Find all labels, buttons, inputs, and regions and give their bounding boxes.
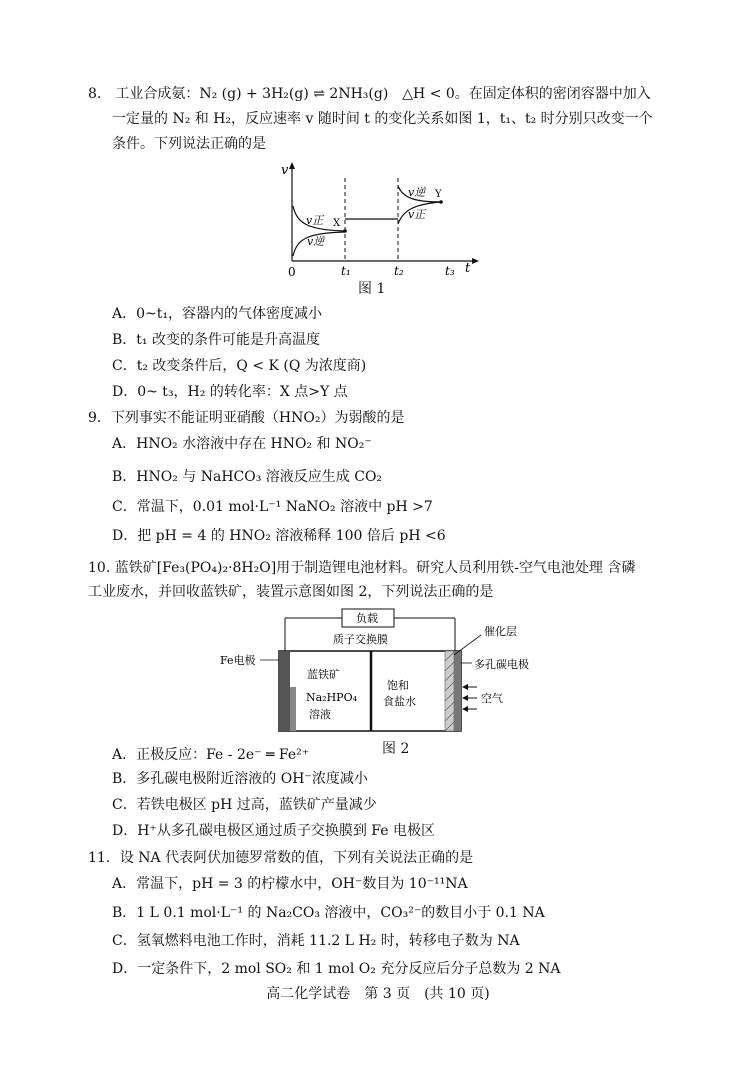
fe-electrode bbox=[279, 651, 290, 731]
v-reverse-label-1: v逆 bbox=[307, 235, 325, 248]
vivianite-label: 蓝铁矿 bbox=[307, 668, 340, 681]
q10-option-b: B．多孔碳电极附近溶液的 OH⁻浓度减小 bbox=[112, 771, 368, 787]
t-axis-label: t bbox=[465, 261, 471, 276]
q8-line2: 一定量的 N₂ 和 H₂，反应速率 v 随时间 t 的变化关系如图 1，t₁、t₂ 时分别只改变一个 bbox=[112, 111, 653, 127]
q9-stem: 9．下列事实不能证明亚硝酸（HNO₂）为弱酸的是 bbox=[88, 410, 405, 426]
q9-option-b: B．HNO₂ 与 NaHCO₃ 溶液反应生成 CO₂ bbox=[112, 469, 383, 485]
catalyst-label: 催化层 bbox=[484, 625, 517, 638]
q8-line3: 条件。下列说法正确的是 bbox=[112, 136, 266, 152]
saturated-label: 饱和 bbox=[387, 679, 409, 692]
q8-option-c: C．t₂ 改变条件后，Q < K (Q 为浓度商) bbox=[112, 358, 367, 374]
q10-line1: 10. 蓝铁矿[Fe₃(PO₄)₂·8H₂O]用于制造锂电池材料。研究人员利用铁-空气电池处理 含磷 bbox=[88, 560, 636, 576]
q11-option-a: A．常温下，pH = 3 的柠檬水中，OH⁻数目为 10⁻¹¹NA bbox=[112, 876, 468, 892]
air-arrow-3 bbox=[462, 706, 468, 712]
carbon-electrode-label: 多孔碳电极 bbox=[474, 658, 529, 671]
q10-option-a: A．正极反应：Fe - 2e⁻ ═ Fe²⁺ bbox=[112, 747, 310, 763]
v-reverse-label-2: v逆 bbox=[408, 186, 426, 199]
t2-label: t₂ bbox=[394, 264, 404, 278]
brine-label: 食盐水 bbox=[383, 695, 416, 708]
t3-label: t₃ bbox=[445, 264, 455, 278]
q11-stem: 11．设 NA 代表阿伏加德罗常数的值，下列有关说法正确的是 bbox=[88, 850, 474, 866]
point-x-dot bbox=[343, 229, 347, 233]
figure-1-caption: 图 1 bbox=[358, 281, 386, 297]
air-arrow-1 bbox=[462, 684, 468, 690]
q10-line2: 工业废水，并回收蓝铁矿，装置示意图如图 2，下列说法正确的是 bbox=[88, 584, 494, 600]
solution2-label: 溶液 bbox=[309, 708, 331, 721]
v-forward-label-1: v正 bbox=[306, 214, 324, 227]
solution-label: Na₂HPO₄ bbox=[306, 691, 358, 704]
t-axis-arrow bbox=[472, 258, 479, 264]
q9-option-c: C．常温下，0.01 mol·L⁻¹ NaNO₂ 溶液中 pH >7 bbox=[112, 499, 433, 515]
q10-option-c: C．若铁电极区 pH 过高，蓝铁矿产量减少 bbox=[112, 797, 377, 813]
page-footer: 高二化学试卷 第 3 页 (共 10 页) bbox=[266, 986, 490, 1002]
figure-1-rate-graph bbox=[275, 158, 485, 280]
point-y-label: Y bbox=[435, 189, 442, 200]
membrane-label: 质子交换膜 bbox=[333, 633, 388, 646]
origin-label: 0 bbox=[288, 265, 296, 279]
load-label: 负载 bbox=[356, 612, 378, 625]
q8-option-d: D．0~ t₃，H₂ 的转化率：X 点>Y 点 bbox=[112, 384, 348, 400]
q11-option-b: B．1 L 0.1 mol·L⁻¹ 的 Na₂CO₃ 溶液中，CO₃²⁻的数目小于 0.1 NA bbox=[112, 905, 545, 921]
q8-option-a: A．0~t₁，容器内的气体密度减小 bbox=[112, 306, 322, 322]
q11-option-c: C．氢氧燃料电池工作时，消耗 11.2 L H₂ 时，转移电子数为 NA bbox=[112, 933, 520, 949]
q8-option-b: B．t₁ 改变的条件可能是升高温度 bbox=[112, 332, 320, 348]
q10-option-d: D．H⁺从多孔碳电极区通过质子交换膜到 Fe 电极区 bbox=[112, 823, 435, 839]
q11-option-d: D．一定条件下，2 mol SO₂ 和 1 mol O₂ 充分反应后分子总数为 2 NA bbox=[112, 961, 561, 977]
figure-2-caption: 图 2 bbox=[382, 741, 410, 757]
q8-line1: 8. 工业合成氨：N₂ (g) + 3H₂(g) ⇌ 2NH₃(g) △H < 0。在固定体积的密闭容器中加入 bbox=[88, 86, 651, 102]
q9-option-d: D．把 pH = 4 的 HNO₂ 溶液稀释 100 倍后 pH <6 bbox=[112, 528, 446, 544]
porous-carbon-electrode bbox=[454, 651, 461, 731]
figure-2-battery-diagram bbox=[215, 605, 545, 735]
vivianite-deposit bbox=[290, 687, 296, 731]
v-axis-label: v bbox=[281, 163, 289, 178]
air-label: 空气 bbox=[481, 692, 503, 705]
air-arrow-2 bbox=[462, 695, 468, 701]
point-y-dot bbox=[439, 200, 443, 204]
point-x-label: X bbox=[333, 218, 341, 229]
catalyst-pointer bbox=[454, 635, 481, 655]
v-axis-arrow bbox=[289, 162, 295, 169]
v-forward-label-2: v正 bbox=[408, 208, 426, 221]
q9-option-a: A．HNO₂ 水溶液中存在 HNO₂ 和 NO₂⁻ bbox=[112, 436, 372, 452]
t1-label: t₁ bbox=[341, 264, 351, 278]
fe-electrode-label: Fe电极 bbox=[220, 654, 256, 667]
